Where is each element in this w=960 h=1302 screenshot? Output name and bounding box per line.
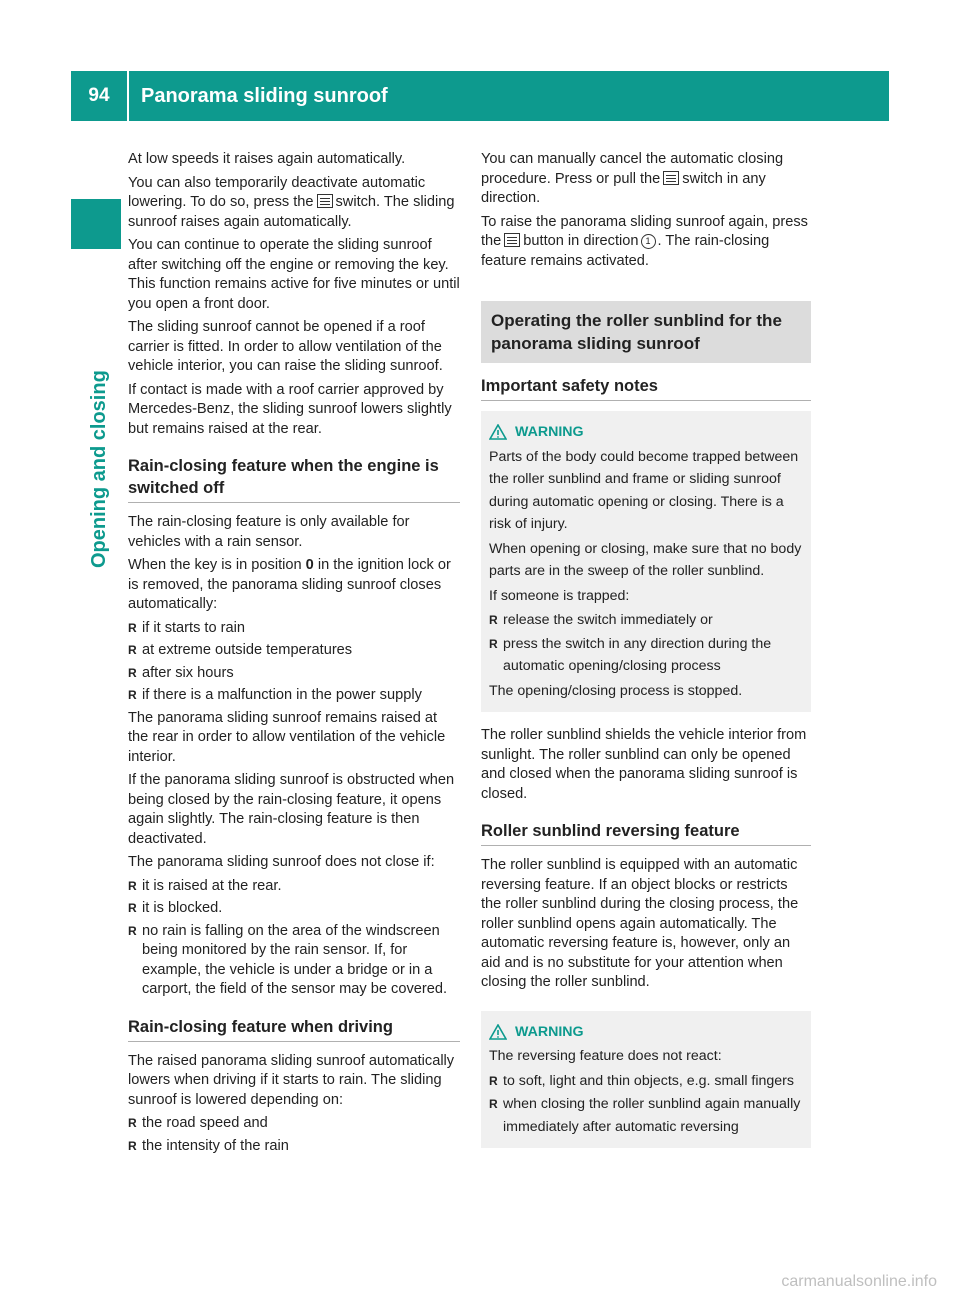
paragraph: The panorama sliding sunroof does not close if:	[128, 854, 435, 870]
warning-title: WARNING	[489, 1021, 803, 1044]
paragraph: If contact is made with a roof carrier approved by Mercedes-Benz, the sliding sunroof lowers slightly but remains raised at the rear.	[128, 381, 452, 437]
warning-box	[481, 1011, 811, 1149]
paragraph: You can continue to operate the sliding sunroof after switching off the engine or removing the key. This function remains active for five minutes or until you open a front door.	[128, 237, 460, 312]
warning-text: When opening or closing, make sure that no body parts are in the sweep of the roller sunblind.	[489, 540, 802, 579]
list-item: R it is blocked.	[128, 899, 460, 919]
list-item: R when closing the roller sunblind again manually immediately after automatic reversing	[489, 1093, 803, 1138]
paragraph: The roller sunblind is equipped with an automatic reversing feature. If an object blocks or restricts the roller sunblind during the closing process, the roller sunblind opens again automatically. The automatic reversing feature is, however, only an aid and is no substitute for your attention when closing the roller sunblind.	[481, 857, 799, 990]
bullet-list	[489, 1070, 803, 1139]
section-heading: Roller sunblind reversing feature	[481, 820, 811, 846]
warning-title: WARNING	[489, 421, 803, 444]
page-title: Panorama sliding sunroof	[141, 84, 388, 107]
paragraph: At low speeds it raises again automatically.	[128, 151, 406, 167]
button-icon	[504, 233, 520, 247]
bullet-list	[489, 609, 803, 678]
list-item: R at extreme outside temperatures	[128, 641, 460, 661]
bullet-list	[128, 877, 460, 1000]
footer-watermark: carmanualsonline.info	[781, 1273, 937, 1290]
warning-text: If someone is trapped:	[489, 587, 630, 604]
paragraph: You can manually cancel the automatic closing procedure. Press or pull the switch in any direction.	[481, 151, 784, 206]
list-item: R if it starts to rain	[128, 619, 460, 639]
section-heading: Important safety notes	[481, 375, 811, 401]
section-heading: Rain-closing feature when the engine is switched off	[128, 455, 460, 503]
list-item: R no rain is falling on the area of the windscreen being monitored by the rain sensor. If, for example, the vehicle is under a bridge or in a carport, the field of the sensor may be covered.	[128, 922, 460, 1000]
warning-triangle-icon	[489, 424, 507, 440]
list-item: R the intensity of the rain	[128, 1137, 460, 1157]
list-item: R to soft, light and thin objects, e.g. small fingers	[489, 1070, 803, 1093]
list-item: R press the switch in any direction during the automatic opening/closing process	[489, 633, 803, 678]
side-tab-square	[71, 199, 121, 249]
list-item: R release the switch immediately or	[489, 609, 803, 632]
section-heading: Rain-closing feature when driving	[128, 1016, 460, 1042]
switch-icon	[663, 171, 679, 185]
paragraph: The raised panorama sliding sunroof automatically lowers when driving if it starts to rain. The sliding sunroof is lowered depending on:	[128, 1052, 455, 1108]
paragraph: To raise the panorama sliding sunroof again, press the button in direction 1 . The rain-closing feature remains activated.	[481, 213, 808, 269]
warning-triangle-icon	[489, 1024, 507, 1040]
bullet-list	[128, 619, 460, 706]
header-band	[71, 71, 889, 121]
switch-icon	[317, 194, 333, 208]
list-item: R if there is a malfunction in the power supply	[128, 686, 460, 706]
warning-box	[481, 411, 811, 712]
side-chapter-text: Opening and closing	[88, 370, 110, 568]
paragraph: You can also temporarily deactivate automatic lowering. To do so, press the switch. The sliding sunroof raises again automatically.	[128, 174, 455, 230]
paragraph: When the key is in position 0 in the ignition lock or is removed, the panorama sliding sunroof closes automatically:	[128, 557, 451, 612]
paragraph: The rain-closing feature is only available for vehicles with a rain sensor.	[128, 514, 410, 550]
bullet-list	[128, 1114, 460, 1156]
paragraph: The panorama sliding sunroof remains raised at the rear in order to allow ventilation of the vehicle interior.	[128, 709, 446, 765]
chapter-heading: Operating the roller sunblind for the panorama sliding sunroof	[481, 301, 811, 363]
list-item: R the road speed and	[128, 1114, 460, 1134]
paragraph: The roller sunblind shields the vehicle interior from sunlight. The roller sunblind can only be opened and closed when the panorama sliding sunroof is closed.	[481, 727, 807, 802]
left-column	[128, 150, 460, 1159]
warning-text: The reversing feature does not react:	[489, 1048, 722, 1064]
paragraph: The sliding sunroof cannot be opened if a roof carrier is fitted. In order to allow ventilation of the vehicle interior, you can raise the sliding sunroof.	[128, 319, 443, 374]
list-item: R after six hours	[128, 664, 460, 684]
page-number: 94	[88, 85, 110, 106]
right-column	[481, 150, 811, 1162]
list-item: R it is raised at the rear.	[128, 877, 460, 897]
warning-text: The opening/closing process is stopped.	[489, 682, 743, 699]
direction-1-icon: 1	[641, 234, 656, 249]
header-divider	[127, 71, 129, 121]
paragraph: If the panorama sliding sunroof is obstructed when being closed by the rain-closing feature, it opens again slightly. The rain-closing feature is then deactivated.	[128, 772, 455, 847]
warning-text: Parts of the body could become trapped between the roller sunblind and frame or sliding sunroof during automatic opening or closing. There is a risk of injury.	[489, 448, 799, 532]
